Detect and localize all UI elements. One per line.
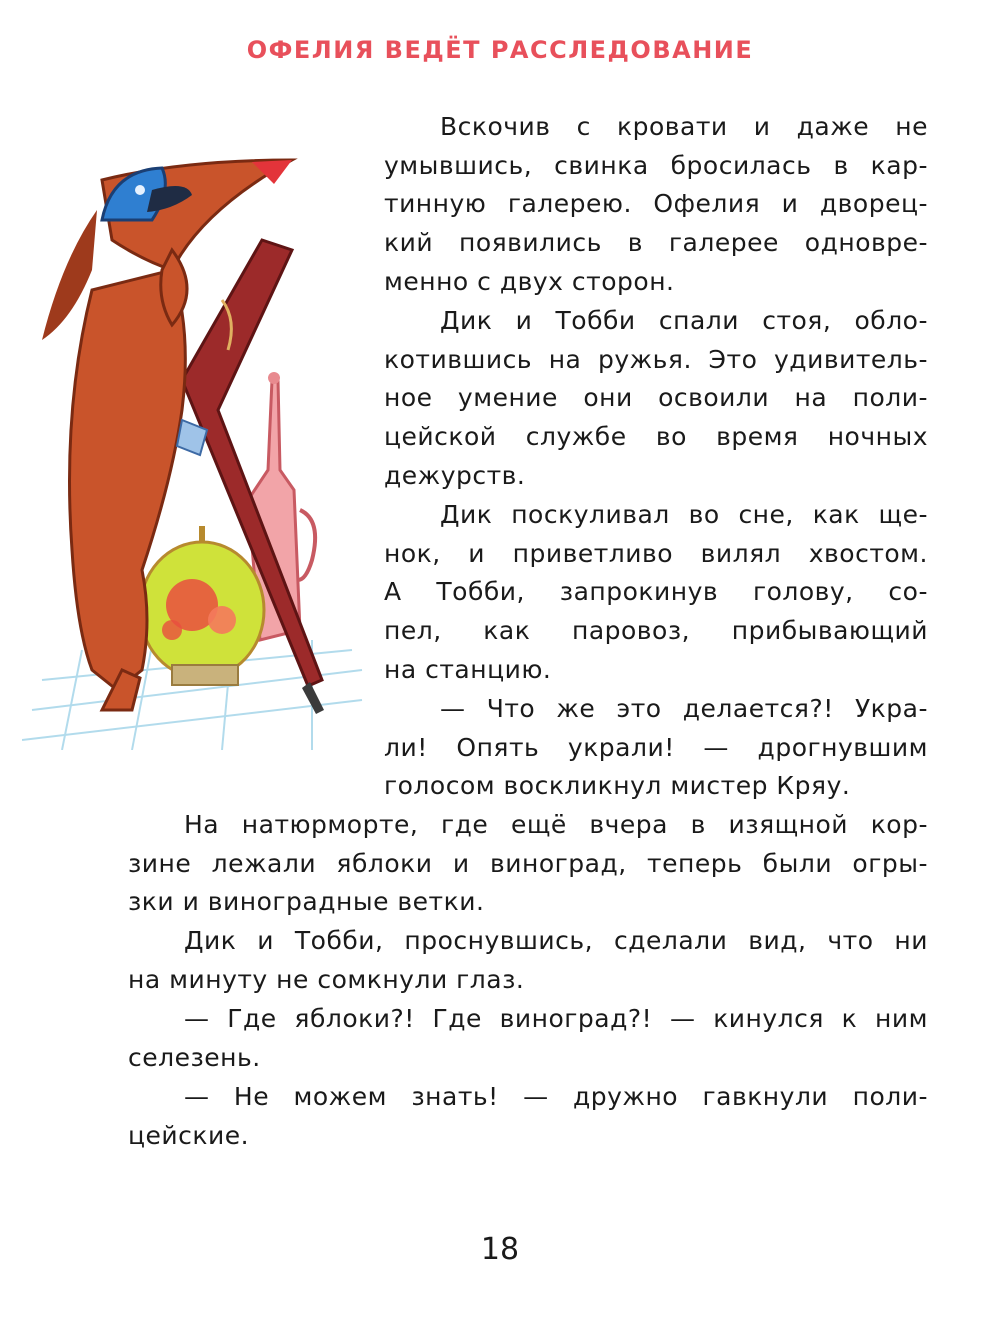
text-line: менно с двух сторон.: [384, 266, 675, 296]
text-line: — Не можем знать! — дружно гавкнули поли-: [184, 1082, 928, 1111]
text-line: На натюрморте, где ещё вчера в изящной кор-: [184, 810, 928, 839]
text-line: Дик и Тобби, проснувшись, сделали вид, что ни: [184, 926, 928, 955]
running-head: ОФЕЛИЯ ВЕДЁТ РАССЛЕДОВАНИЕ: [246, 36, 754, 64]
text-line: ли! Опять украли! — дрогнувшим: [384, 732, 928, 762]
text-line: — Где яблоки?! Где виноград?! — кинулся к ним: [184, 1004, 928, 1033]
text-line: Дик и Тобби спали стоя, обло-: [440, 306, 928, 335]
text-line: А Тобби, запрокинув голову, со-: [384, 577, 928, 607]
text-line: — Что же это делается?! Укра-: [440, 694, 928, 723]
page-number: 18: [480, 1232, 520, 1267]
text-line: нок, и приветливо вилял хвостом.: [384, 538, 928, 568]
text-line: на станцию.: [384, 654, 552, 684]
text-line: голосом воскликнул мистер Кряу.: [384, 771, 851, 801]
text-line: зки и виноградные ветки.: [128, 887, 485, 917]
text-line: цейской службе во время ночных: [384, 422, 928, 452]
text-line: пел, как паровоз, прибывающий: [384, 616, 928, 646]
text-line: ное умение они освоили на поли-: [384, 383, 928, 413]
text-line: дежурств.: [384, 460, 526, 490]
text-line: на минуту не сомкнули глаз.: [128, 964, 525, 994]
text-line: зине лежали яблоки и виноград, теперь были огры-: [128, 848, 928, 878]
text-line: котившись на ружья. Это удивитель-: [384, 344, 928, 374]
text-line: цейские.: [128, 1120, 250, 1150]
text-line: Дик поскуливал во сне, как ще-: [440, 500, 928, 529]
text-line: умывшись, свинка бросилась в кар-: [384, 150, 928, 180]
text-line: Вскочив с кровати и даже не: [440, 112, 928, 141]
text-line: тинную галерею. Офелия и дворец-: [384, 189, 928, 219]
text-line: кий появились в галерее одновре-: [384, 228, 928, 258]
text-line: селезень.: [128, 1042, 261, 1072]
illustration-dog-policeman: [22, 150, 382, 750]
